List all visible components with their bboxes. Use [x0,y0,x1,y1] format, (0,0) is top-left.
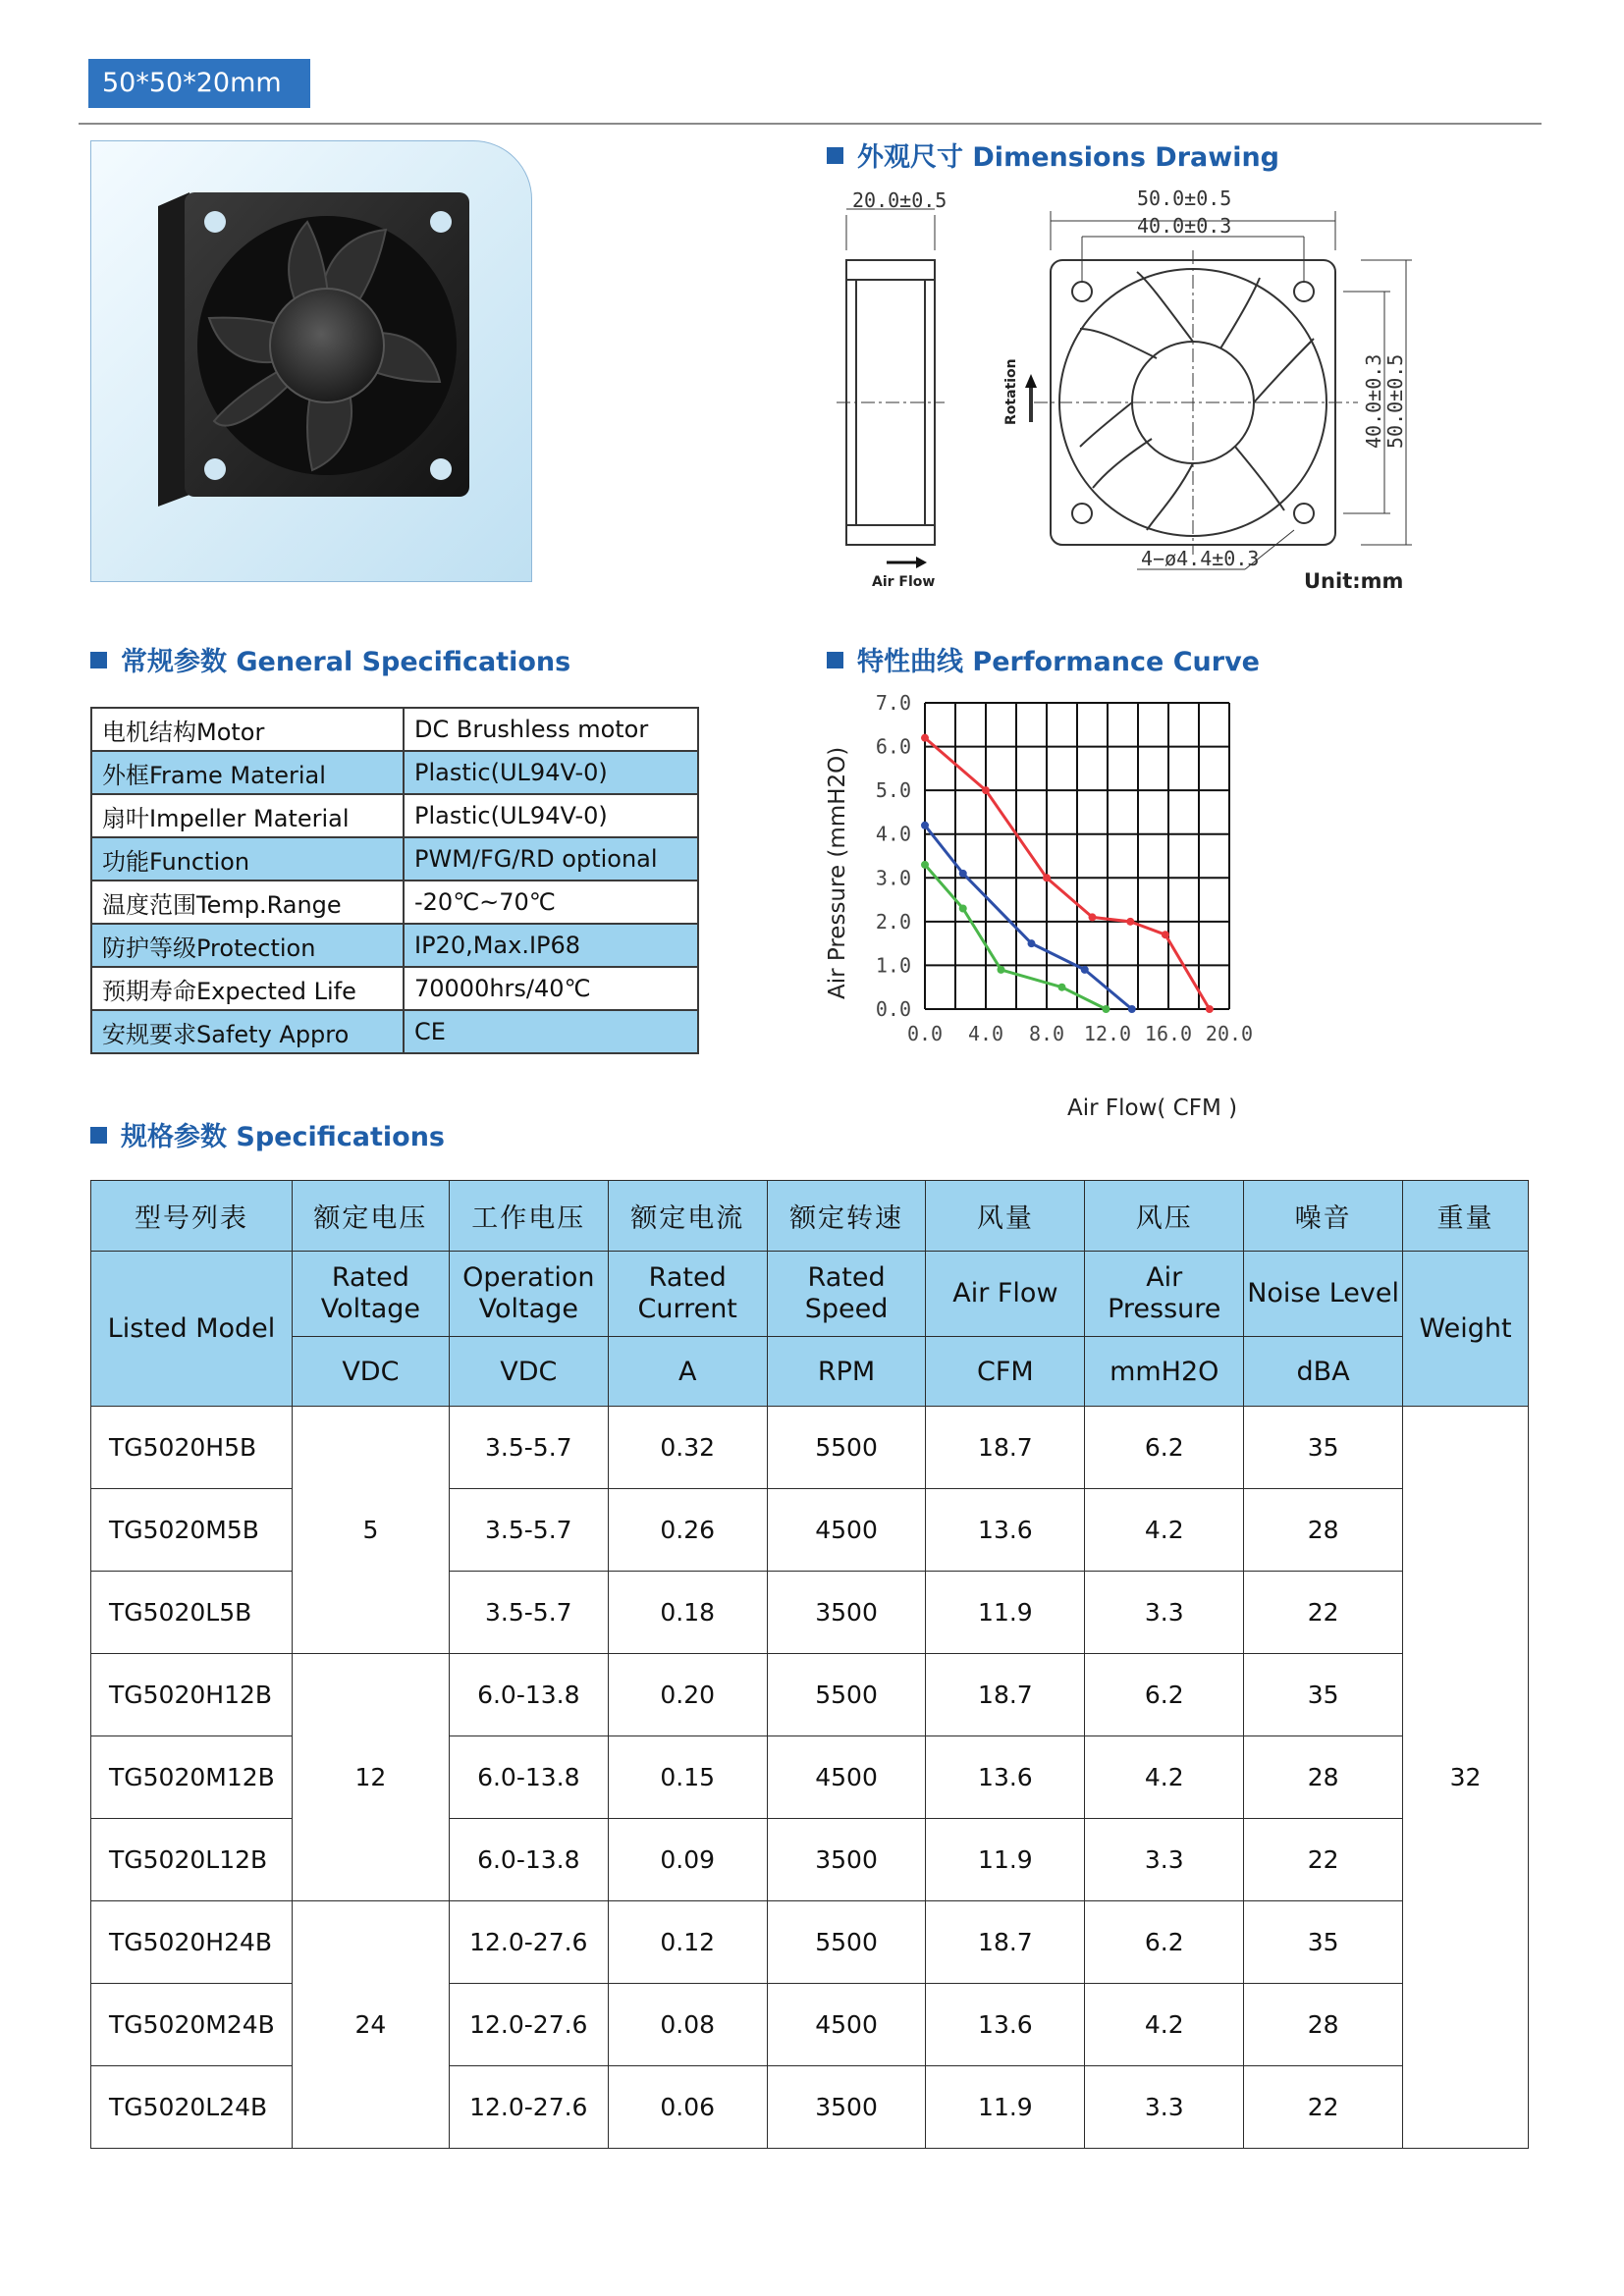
current-cell: 0.06 [608,2066,767,2149]
general-spec-row [91,967,698,1010]
data-point [921,734,929,742]
spec-key: 扇叶Impeller Material [91,794,404,837]
spec-key: 功能Function [91,837,404,881]
x-tick-label: 0.0 [906,1022,944,1045]
spec-value: DC Brushless motor [404,708,698,751]
airflow-label: Air Flow [872,574,936,590]
outer-height-dim: 50.0±0.5 [1383,353,1407,449]
pressure-cell: 6.2 [1085,1654,1244,1736]
airflow-cell: 13.6 [926,1489,1085,1572]
bullet-square-icon [827,652,843,668]
spec-key: 预期寿命Expected Life [91,967,404,1010]
data-point [1081,966,1089,974]
pressure-cell: 3.3 [1085,1819,1244,1901]
model-cell: TG5020H5B [91,1407,293,1489]
x-tick-label: 4.0 [967,1022,1004,1045]
data-point [982,786,990,794]
spec-key: 温度范围Temp.Range [91,881,404,924]
data-point [1089,913,1097,921]
airflow-cell: 11.9 [926,1819,1085,1901]
spec-value: -20℃~70℃ [404,881,698,924]
pressure-cell: 4.2 [1085,1736,1244,1819]
col-air-pressure-en: Air Pressure [1085,1252,1244,1337]
speed-cell: 5500 [767,1901,926,1984]
bullet-square-icon [827,147,843,164]
general-spec-row [91,924,698,967]
rated-voltage-cell: 24 [292,1901,449,2149]
data-point [1028,939,1036,947]
x-tick-label: 16.0 [1144,1022,1193,1045]
noise-cell: 28 [1244,1984,1403,2066]
data-point [1126,918,1134,926]
table-row [91,1901,1529,1984]
general-spec-row [91,751,698,794]
y-axis-label: Air Pressure (mmH2O) [825,746,850,999]
general-spec-row [91,881,698,924]
col-rated-current-zh: 额定电流 [608,1181,767,1252]
series-line-1 [925,738,1210,1009]
data-point [921,822,929,829]
y-tick-label: 0.0 [875,997,911,1021]
size-tag: 50*50*20mm [88,59,310,108]
data-point [959,870,967,878]
performance-title: 特性曲线 Performance Curve [827,640,1260,678]
unit-label: Unit:mm [1304,569,1404,593]
model-cell: TG5020M5B [91,1489,293,1572]
model-cell: TG5020M24B [91,1984,293,2066]
spec-key: 电机结构Motor [91,708,404,751]
noise-cell: 22 [1244,2066,1403,2149]
x-tick-label: 8.0 [1028,1022,1065,1045]
op-voltage-cell: 3.5-5.7 [449,1489,608,1572]
col-model-zh: 型号列表 [91,1181,293,1252]
speed-cell: 5500 [767,1654,926,1736]
y-tick-label: 3.0 [875,866,911,890]
top-divider [79,123,1542,125]
data-point [1102,1005,1110,1013]
op-voltage-cell: 3.5-5.7 [449,1572,608,1654]
bullet-square-icon [90,652,107,668]
data-point [1058,984,1066,991]
product-photo-panel [90,140,532,582]
weight-cell: 32 [1403,1407,1529,2149]
general-specs-title: 常规参数 General Specifications [90,640,570,678]
speed-cell: 4500 [767,1736,926,1819]
model-cell: TG5020L12B [91,1819,293,1901]
general-spec-row [91,837,698,881]
spec-key: 安规要求Safety Appro [91,1010,404,1053]
dimensions-title: 外观尺寸 Dimensions Drawing [827,135,1279,174]
noise-cell: 35 [1244,1407,1403,1489]
col-rated-current-en: Rated Current [608,1252,767,1337]
y-tick-label: 6.0 [875,734,911,759]
airflow-cell: 11.9 [926,2066,1085,2149]
op-voltage-cell: 6.0-13.8 [449,1654,608,1736]
unit-rated-voltage: VDC [292,1337,449,1407]
col-rated-speed-zh: 额定转速 [767,1181,926,1252]
speed-cell: 3500 [767,2066,926,2149]
op-voltage-cell: 12.0-27.6 [449,1901,608,1984]
hole-pitch-dim: 40.0±0.3 [1137,214,1232,238]
col-rated-speed-en: Rated Speed [767,1252,926,1337]
model-cell: TG5020M12B [91,1736,293,1819]
y-tick-label: 7.0 [875,691,911,715]
airflow-cell: 18.7 [926,1407,1085,1489]
unit-air-flow: CFM [926,1337,1085,1407]
airflow-cell: 13.6 [926,1984,1085,2066]
spec-value: Plastic(UL94V-0) [404,794,698,837]
table-row [91,1407,1529,1489]
op-voltage-cell: 6.0-13.8 [449,1819,608,1901]
pressure-cell: 4.2 [1085,1984,1244,2066]
rated-voltage-cell: 12 [292,1654,449,1901]
specifications-table [90,1180,1529,2149]
y-tick-label: 1.0 [875,953,911,978]
bullet-square-icon [90,1127,107,1144]
performance-chart [815,687,1424,1129]
col-operation-voltage-en: Operation Voltage [449,1252,608,1337]
pressure-cell: 3.3 [1085,1572,1244,1654]
model-cell: TG5020L5B [91,1572,293,1654]
spec-value: 70000hrs/40℃ [404,967,698,1010]
col-weight-en: Weight [1403,1252,1529,1407]
general-spec-row [91,794,698,837]
data-point [1162,931,1169,938]
col-air-flow-en: Air Flow [926,1252,1085,1337]
hole-pitch-vertical-dim: 40.0±0.3 [1362,353,1385,449]
unit-rated-speed: RPM [767,1337,926,1407]
model-cell: TG5020H24B [91,1901,293,1984]
op-voltage-cell: 12.0-27.6 [449,1984,608,2066]
rotation-label: Rotation [1003,358,1019,425]
current-cell: 0.20 [608,1654,767,1736]
col-operation-voltage-zh: 工作电压 [449,1181,608,1252]
data-point [959,904,967,912]
pressure-cell: 4.2 [1085,1489,1244,1572]
speed-cell: 3500 [767,1819,926,1901]
noise-cell: 35 [1244,1654,1403,1736]
specifications-title: 规格参数 Specifications [90,1115,445,1153]
pressure-cell: 6.2 [1085,1901,1244,1984]
airflow-cell: 18.7 [926,1901,1085,1984]
x-axis-label: Air Flow( CFM ) [1067,1095,1238,1121]
col-rated-voltage-en: Rated Voltage [292,1252,449,1337]
airflow-cell: 11.9 [926,1572,1085,1654]
pressure-cell: 3.3 [1085,2066,1244,2149]
airflow-cell: 13.6 [926,1736,1085,1819]
outer-width-dim: 50.0±0.5 [1137,187,1232,210]
col-model-en: Listed Model [91,1252,293,1407]
speed-cell: 5500 [767,1407,926,1489]
side-width-dim: 20.0±0.5 [852,188,947,212]
op-voltage-cell: 3.5-5.7 [449,1407,608,1489]
data-point [998,966,1005,974]
spec-key: 防护等级Protection [91,924,404,967]
spec-value: PWM/FG/RD optional [404,837,698,881]
x-tick-label: 12.0 [1083,1022,1132,1045]
pressure-cell: 6.2 [1085,1407,1244,1489]
noise-cell: 22 [1244,1819,1403,1901]
current-cell: 0.09 [608,1819,767,1901]
current-cell: 0.08 [608,1984,767,2066]
speed-cell: 4500 [767,1984,926,2066]
current-cell: 0.15 [608,1736,767,1819]
speed-cell: 3500 [767,1572,926,1654]
col-air-flow-zh: 风量 [926,1181,1085,1252]
spec-value: Plastic(UL94V-0) [404,751,698,794]
model-cell: TG5020L24B [91,2066,293,2149]
op-voltage-cell: 6.0-13.8 [449,1736,608,1819]
data-point [1043,874,1051,881]
noise-cell: 22 [1244,1572,1403,1654]
unit-rated-current: A [608,1337,767,1407]
noise-cell: 28 [1244,1736,1403,1819]
rated-voltage-cell: 5 [292,1407,449,1654]
mounting-holes-dim: 4−ø4.4±0.3 [1141,547,1260,570]
model-cell: TG5020H12B [91,1654,293,1736]
current-cell: 0.26 [608,1489,767,1572]
col-rated-voltage-zh: 额定电压 [292,1181,449,1252]
general-specs-table [90,707,699,1054]
table-row [91,1654,1529,1736]
col-weight-zh: 重量 [1403,1181,1529,1252]
x-tick-label: 20.0 [1205,1022,1254,1045]
airflow-cell: 18.7 [926,1654,1085,1736]
op-voltage-cell: 12.0-27.6 [449,2066,608,2149]
spec-value: CE [404,1010,698,1053]
spec-key: 外框Frame Material [91,751,404,794]
speed-cell: 4500 [767,1489,926,1572]
y-tick-label: 2.0 [875,909,911,934]
unit-operation-voltage: VDC [449,1337,608,1407]
current-cell: 0.32 [608,1407,767,1489]
general-spec-row [91,1010,698,1053]
y-tick-label: 4.0 [875,822,911,846]
data-point [921,861,929,869]
general-spec-row [91,708,698,751]
noise-cell: 28 [1244,1489,1403,1572]
unit-air-pressure: mmH2O [1085,1337,1244,1407]
data-point [1128,1005,1136,1013]
noise-cell: 35 [1244,1901,1403,1984]
dimensions-drawing [823,182,1412,594]
y-tick-label: 5.0 [875,778,911,803]
col-air-pressure-zh: 风压 [1085,1181,1244,1252]
col-noise-zh: 噪音 [1244,1181,1403,1252]
unit-noise: dBA [1244,1337,1403,1407]
spec-value: IP20,Max.IP68 [404,924,698,967]
data-point [1206,1005,1214,1013]
current-cell: 0.18 [608,1572,767,1654]
fan-product-image [91,141,533,583]
current-cell: 0.12 [608,1901,767,1984]
col-noise-en: Noise Level [1244,1252,1403,1337]
